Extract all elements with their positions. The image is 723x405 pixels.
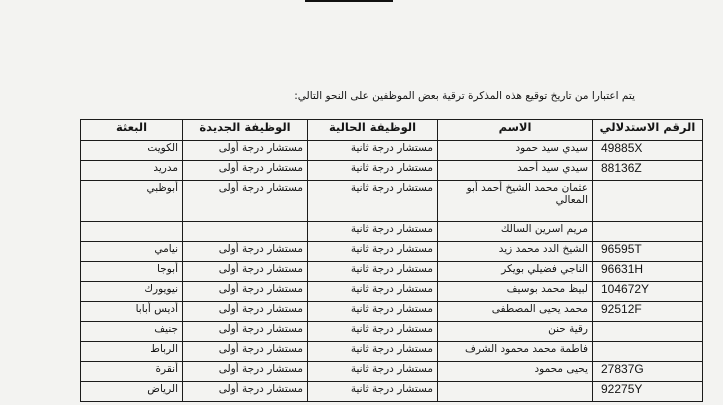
cell-mission: نيويورك (81, 282, 183, 302)
cell-id: 27837G (593, 362, 703, 382)
header-name: الاسم (438, 120, 593, 141)
cell-id (593, 181, 703, 222)
cell-current-position: مستشار درجة ثانية (308, 382, 438, 402)
cell-name (438, 382, 593, 402)
cell-id: 88136Z (593, 161, 703, 181)
table-row (81, 342, 703, 362)
cell-id: 92512F (593, 302, 703, 322)
cell-new-position: مستشار درجة أولى (183, 362, 308, 382)
cell-current-position: مستشار درجة ثانية (308, 181, 438, 222)
cell-current-position: مستشار درجة ثانية (308, 242, 438, 262)
cell-name: عثمان محمد الشيخ أحمد أبو المعالي (438, 181, 593, 222)
cell-new-position: مستشار درجة أولى (183, 262, 308, 282)
cell-current-position: مستشار درجة ثانية (308, 222, 438, 242)
table-row (81, 161, 703, 181)
cell-current-position: مستشار درجة ثانية (308, 141, 438, 161)
table-row (81, 382, 703, 402)
cell-mission: أبوجا (81, 262, 183, 282)
cell-name: سيدي سيد أحمد (438, 161, 593, 181)
cell-name: الشيخ الدد محمد زيد (438, 242, 593, 262)
cell-mission: الكويت (81, 141, 183, 161)
cell-new-position: مستشار درجة أولى (183, 282, 308, 302)
table-header-row (81, 120, 703, 141)
cell-current-position: مستشار درجة ثانية (308, 362, 438, 382)
cell-current-position: مستشار درجة ثانية (308, 282, 438, 302)
cell-id (593, 342, 703, 362)
cell-name: فاطمة محمد محمود الشرف (438, 342, 593, 362)
cell-new-position: مستشار درجة أولى (183, 322, 308, 342)
cell-id: 96631H (593, 262, 703, 282)
cell-mission: الرياض (81, 382, 183, 402)
cell-new-position: مستشار درجة أولى (183, 161, 308, 181)
cell-new-position: مستشار درجة أولى (183, 382, 308, 402)
cell-current-position: مستشار درجة ثانية (308, 322, 438, 342)
table-row (81, 141, 703, 161)
header-id: الرقم الاستدلالي (593, 120, 703, 141)
cell-name: يحيى محمود (438, 362, 593, 382)
cell-current-position: مستشار درجة ثانية (308, 262, 438, 282)
header-mission: البعثة (81, 120, 183, 141)
cell-name: محمد يحيى المصطفى (438, 302, 593, 322)
cell-current-position: مستشار درجة ثانية (308, 161, 438, 181)
cell-new-position: مستشار درجة أولى (183, 302, 308, 322)
cell-new-position: مستشار درجة أولى (183, 141, 308, 161)
cell-name: الناجي فضيلي بويكر (438, 262, 593, 282)
cell-new-position: مستشار درجة أولى (183, 181, 308, 222)
cell-mission: أنقرة (81, 362, 183, 382)
cell-id: 96595T (593, 242, 703, 262)
table-row (81, 282, 703, 302)
cell-id (593, 222, 703, 242)
table-row (81, 222, 703, 242)
cell-id (593, 322, 703, 342)
cell-id: 49885X (593, 141, 703, 161)
cell-name: لبيظ محمد بوسيف (438, 282, 593, 302)
cell-mission: نيامي (81, 242, 183, 262)
header-new-position: الوظيفة الجديدة (183, 120, 308, 141)
cell-id: 92275Y (593, 382, 703, 402)
cell-id: 104672Y (593, 282, 703, 302)
cell-current-position: مستشار درجة ثانية (308, 302, 438, 322)
promotion-table (80, 119, 703, 402)
intro-paragraph: يتم اعتبارا من تاريخ توقيع هذه المذكرة ترقية بعض الموظفين على النحو التالي: (294, 90, 635, 102)
cell-new-position: مستشار درجة أولى (183, 242, 308, 262)
table-row (81, 322, 703, 342)
table-row (81, 362, 703, 382)
title-underline (305, 0, 393, 2)
cell-mission: جنيف (81, 322, 183, 342)
cell-name: رقية حنن (438, 322, 593, 342)
cell-mission: الرباط (81, 342, 183, 362)
cell-new-position: مستشار درجة أولى (183, 342, 308, 362)
cell-name: سيدي سيد حمود (438, 141, 593, 161)
cell-name: مريم اسرين السالك (438, 222, 593, 242)
cell-mission (81, 222, 183, 242)
cell-mission: مدريد (81, 161, 183, 181)
cell-current-position: مستشار درجة ثانية (308, 342, 438, 362)
cell-mission: أبوظبي (81, 181, 183, 222)
header-current-position: الوظيفة الحالية (308, 120, 438, 141)
table-row (81, 262, 703, 282)
cell-mission: أديس أبابا (81, 302, 183, 322)
cell-new-position (183, 222, 308, 242)
table-row (81, 181, 703, 222)
table-row (81, 242, 703, 262)
table-row (81, 302, 703, 322)
